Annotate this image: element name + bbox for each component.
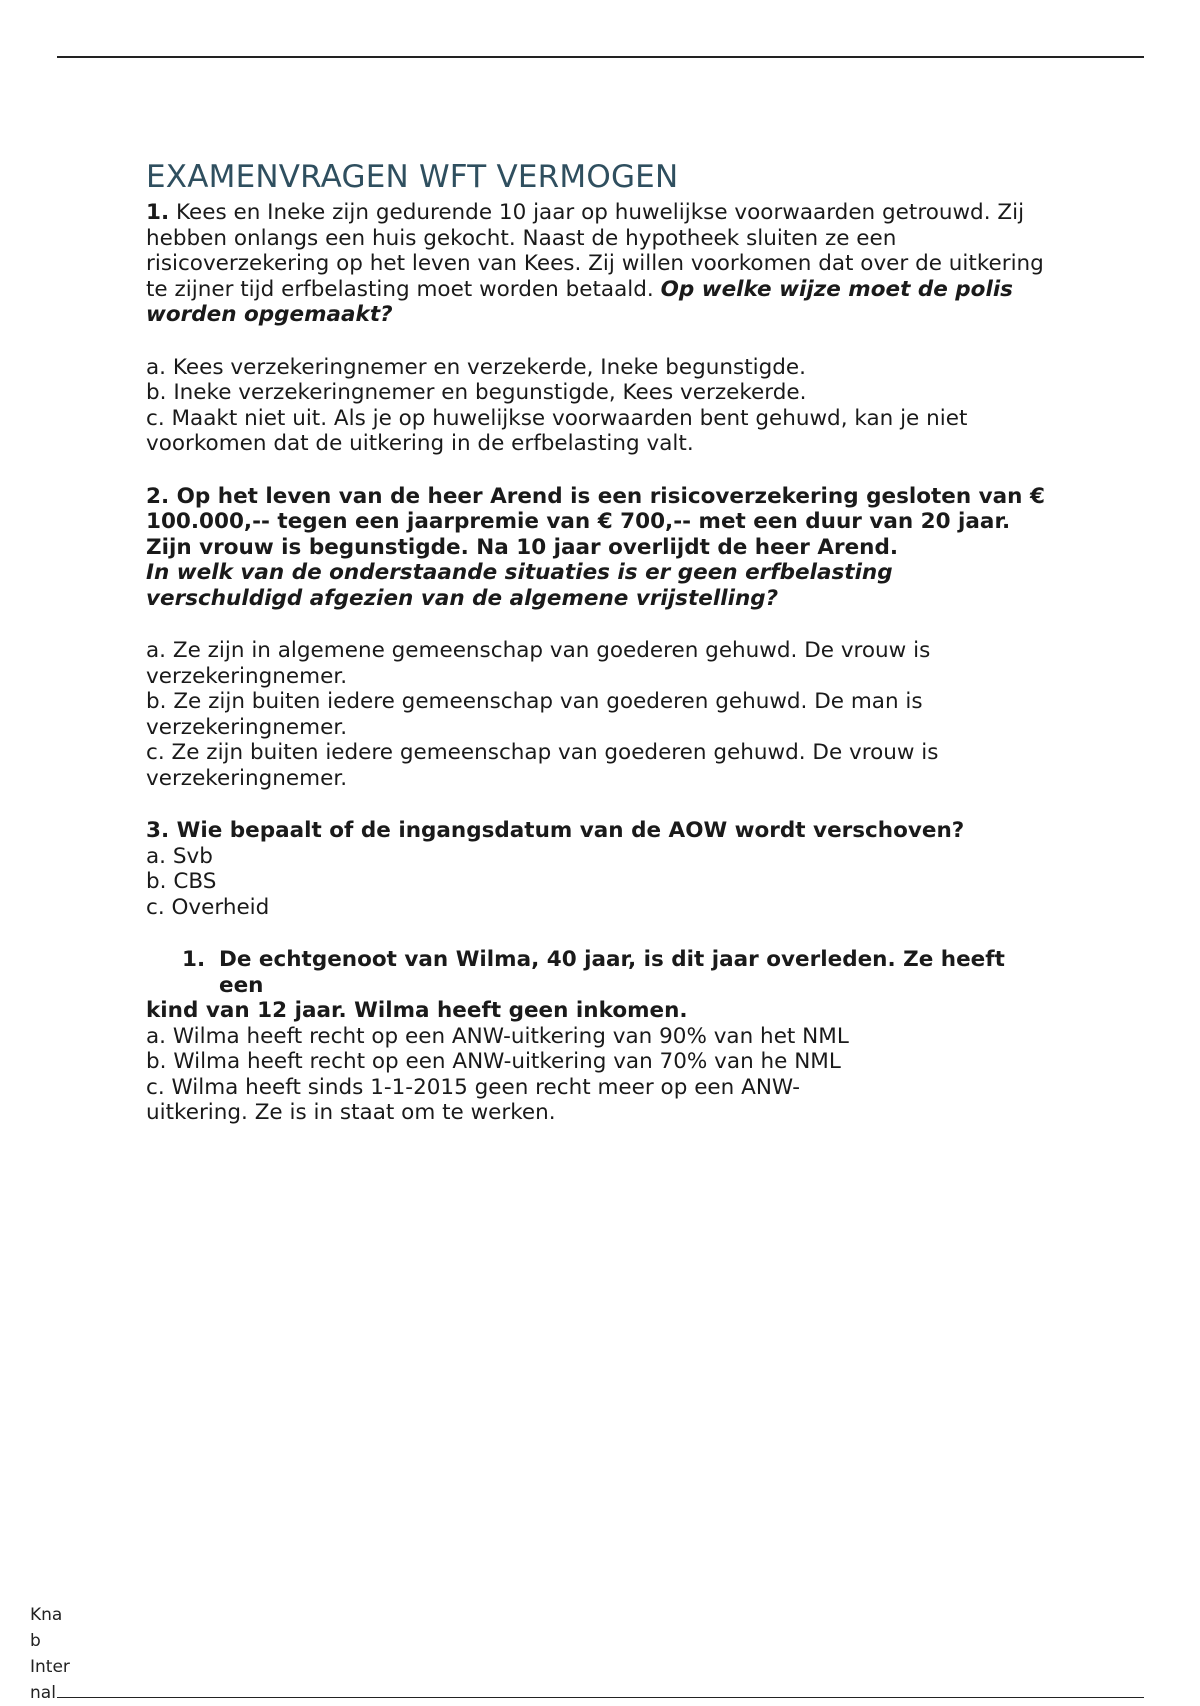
question-2-text: 2. Op het leven van de heer Arend is een risicoverzekering gesloten van € 100.000,-- tegen een jaarpremie van € 700,-- met een duur van 20 jaar. Zijn vrouw is begunstigde. Na 10 jaar overlijdt de heer Arend. [146,483,1045,560]
option-4c: c. Wilma heeft sinds 1-1-2015 geen recht meer op een ANW- [146,1074,801,1100]
spacer [146,457,1076,484]
document-title: EXAMENVRAGEN WFT VERMOGEN [146,159,679,195]
question-4 [182,947,1076,998]
question-4-options [146,1024,1076,1126]
question-2-prompt: In welk van de onderstaande situaties is er geen erfbelasting verschuldigd afgezien van de algemene vrijstelling? [146,560,893,611]
spacer [146,328,1076,355]
option-2c: c. Ze zijn buiten iedere gemeenschap van goederen gehuwd. De vrouw is verzekeringnemer. [146,740,939,791]
option-1a: a. Kees verzekeringnemer en verzekerde, Ineke begunstigde. [146,354,806,380]
spacer [146,920,1076,947]
option-1c: c. Maakt niet uit. Als je op huwelijkse voorwaarden bent gehuwd, kan je niet voorkomen dat de uitkering in de erfbelasting valt. [146,405,968,456]
question-1-options [146,355,1016,457]
spacer [146,611,1076,638]
spacer [146,791,1076,818]
question-3-options [146,844,1076,921]
option-2b: b. Ze zijn buiten iedere gemeenschap van goederen gehuwd. De man is verzekeringnemer. [146,689,923,740]
question-1 [146,200,1056,328]
footer-line: b [30,1631,41,1651]
question-1-number: 1. [146,200,170,225]
question-1-text: Kees en Ineke zijn gedurende 10 jaar op huwelijkse voorwaarden getrouwd. Zij hebben onlangs een huis gekocht. Naast de hypotheek sluiten ze een risicoverzekering op het leven van Kees. Zij willen voorkomen dat over de uitkering te zijner tijd erfbelasting moet worden betaald. [146,200,1044,302]
option-1b: b. Ineke verzekeringnemer en begunstigde, Kees verzekerde. [146,380,807,405]
question-1-prompt: Op welke wijze moet de polis worden opgemaakt? [146,276,1013,327]
option-4a: a. Wilma heeft recht op een ANW-uitkering van 90% van het NML [146,1023,849,1049]
question-2 [146,484,1061,612]
footer-line: Inter [30,1657,70,1677]
option-4b: b. Wilma heeft recht op een ANW-uitkering van 70% van he NML [146,1049,841,1074]
option-4c-continued: uitkering. Ze is in staat om te werken. [146,1100,556,1125]
header-rule [57,56,1144,58]
option-3b: b. CBS [146,869,217,894]
option-3c: c. Overheid [146,894,270,920]
question-3: 3. Wie bepaalt of de ingangsdatum van de AOW wordt verschoven? [146,818,965,843]
question-4-number: 1. [182,947,206,972]
option-2a: a. Ze zijn in algemene gemeenschap van goederen gehuwd. De vrouw is verzekeringnemer. [146,638,931,689]
question-2-options [146,638,986,791]
option-3a: a. Svb [146,843,213,869]
footer-rule [57,1697,1144,1698]
question-4-text-continued: kind van 12 jaar. Wilma heeft geen inkomen. [146,998,688,1023]
question-4-text: De echtgenoot van Wilma, 40 jaar, is dit jaar overleden. Ze heeft een [219,947,1005,998]
footer-classification-label [30,1602,70,1706]
document-body [146,158,1076,1126]
footer-line: nal [30,1683,56,1703]
footer-line: Kna [30,1605,63,1625]
